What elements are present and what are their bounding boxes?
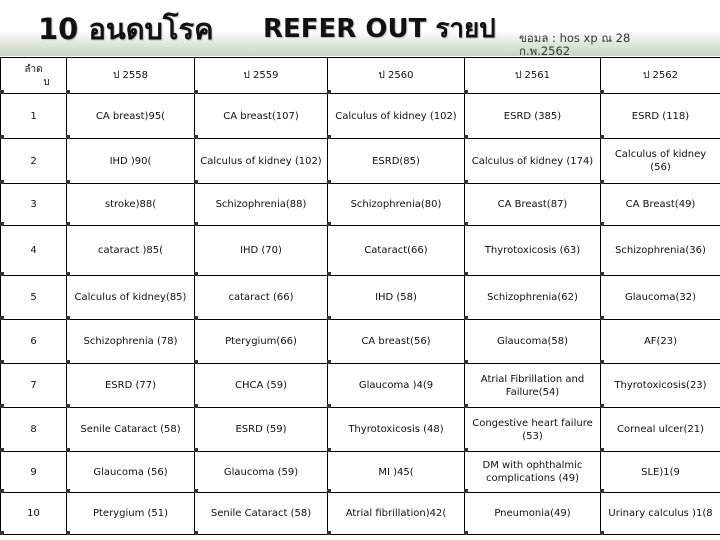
table-row — [1, 320, 720, 364]
rank-cell: 8 — [1, 408, 67, 452]
rank-cell: 1 — [1, 94, 67, 139]
referral-ranking-table — [0, 57, 720, 535]
diagnosis-cell: Calculus of kidney (102) — [328, 94, 465, 139]
diagnosis-cell: IHD (70) — [195, 226, 328, 276]
diagnosis-cell: Corneal ulcer(21) — [601, 408, 720, 452]
diagnosis-cell: AF(23) — [601, 320, 720, 364]
diagnosis-cell: Glaucoma(32) — [601, 276, 720, 320]
diagnosis-cell: Glaucoma(58) — [465, 320, 601, 364]
diagnosis-cell: CA breast)95( — [67, 94, 195, 139]
rank-cell: 3 — [1, 184, 67, 226]
table-row — [1, 94, 720, 139]
rank-header-line1: ลำด — [24, 63, 43, 75]
rank-cell: 2 — [1, 139, 67, 184]
diagnosis-cell: CA breast(56) — [328, 320, 465, 364]
year-header-2559: ป 2559 — [195, 58, 328, 94]
diagnosis-cell: Schizophrenia(36) — [601, 226, 720, 276]
rank-cell: 9 — [1, 452, 67, 493]
rank-cell: 4 — [1, 226, 67, 276]
diagnosis-cell: DM with ophthalmic complications (49) — [465, 452, 601, 493]
table-row — [1, 276, 720, 320]
table-row — [1, 364, 720, 408]
diagnosis-cell: IHD )90( — [67, 139, 195, 184]
diagnosis-cell: ESRD (385) — [465, 94, 601, 139]
rank-cell: 6 — [1, 320, 67, 364]
diagnosis-cell: IHD (58) — [328, 276, 465, 320]
diagnosis-cell: Glaucoma (59) — [195, 452, 328, 493]
diagnosis-cell: SLE)1(9 — [601, 452, 720, 493]
diagnosis-cell: ESRD (118) — [601, 94, 720, 139]
diagnosis-cell: Cataract(66) — [328, 226, 465, 276]
diagnosis-cell: CA breast(107) — [195, 94, 328, 139]
diagnosis-cell: Urinary calculus )1(8 — [601, 493, 720, 535]
diagnosis-cell: CA Breast(87) — [465, 184, 601, 226]
diagnosis-cell: CA Breast(49) — [601, 184, 720, 226]
data-source-label: ขอมล : hos xp ณ 28 — [519, 31, 631, 45]
diagnosis-cell: CHCA (59) — [195, 364, 328, 408]
diagnosis-cell: ESRD (77) — [67, 364, 195, 408]
page-title-refer-out: REFER OUT รายป — [263, 14, 496, 44]
table-row — [1, 184, 720, 226]
table-row — [1, 452, 720, 493]
diagnosis-cell: Thyrotoxicosis (63) — [465, 226, 601, 276]
diagnosis-cell: Atrial Fibrillation and Failure(54) — [465, 364, 601, 408]
diagnosis-cell: Calculus of kidney (102) — [195, 139, 328, 184]
table-row — [1, 493, 720, 535]
diagnosis-cell: Atrial fibrillation)42( — [328, 493, 465, 535]
rank-header-line2: บ — [43, 76, 50, 88]
diagnosis-cell: Thyrotoxicosis(23) — [601, 364, 720, 408]
diagnosis-cell: ESRD(85) — [328, 139, 465, 184]
diagnosis-cell: Senile Cataract (58) — [195, 493, 328, 535]
diagnosis-cell: Calculus of kidney (56) — [601, 139, 720, 184]
rank-cell: 10 — [1, 493, 67, 535]
rank-column-header — [1, 58, 67, 94]
diagnosis-cell: Schizophrenia(80) — [328, 184, 465, 226]
diagnosis-cell: Calculus of kidney (174) — [465, 139, 601, 184]
rank-cell: 5 — [1, 276, 67, 320]
diagnosis-cell: Schizophrenia (78) — [67, 320, 195, 364]
diagnosis-cell: Glaucoma (56) — [67, 452, 195, 493]
diagnosis-cell: Pterygium(66) — [195, 320, 328, 364]
diagnosis-cell: Congestive heart failure (53) — [465, 408, 601, 452]
diagnosis-cell: Calculus of kidney(85) — [67, 276, 195, 320]
data-source-date: ก.พ.2562 — [519, 44, 571, 58]
year-header-2562: ป 2562 — [601, 58, 720, 94]
diagnosis-cell: cataract (66) — [195, 276, 328, 320]
page-title-thai: 10 อนดบโรค — [38, 12, 214, 46]
table-row — [1, 226, 720, 276]
table-row — [1, 408, 720, 452]
diagnosis-cell: Thyrotoxicosis (48) — [328, 408, 465, 452]
diagnosis-cell: Schizophrenia(88) — [195, 184, 328, 226]
diagnosis-cell: Senile Cataract (58) — [67, 408, 195, 452]
year-header-2558: ป 2558 — [67, 58, 195, 94]
header-row — [1, 58, 720, 94]
year-header-2560: ป 2560 — [328, 58, 465, 94]
diagnosis-cell: stroke)88( — [67, 184, 195, 226]
year-header-2561: ป 2561 — [465, 58, 601, 94]
diagnosis-cell: Schizophrenia(62) — [465, 276, 601, 320]
diagnosis-cell: Glaucoma )4(9 — [328, 364, 465, 408]
rank-cell: 7 — [1, 364, 67, 408]
diagnosis-cell: Pneumonia(49) — [465, 493, 601, 535]
diagnosis-cell: cataract )85( — [67, 226, 195, 276]
table-row — [1, 139, 720, 184]
diagnosis-cell: ESRD (59) — [195, 408, 328, 452]
diagnosis-cell: Pterygium (51) — [67, 493, 195, 535]
diagnosis-cell: MI )45( — [328, 452, 465, 493]
